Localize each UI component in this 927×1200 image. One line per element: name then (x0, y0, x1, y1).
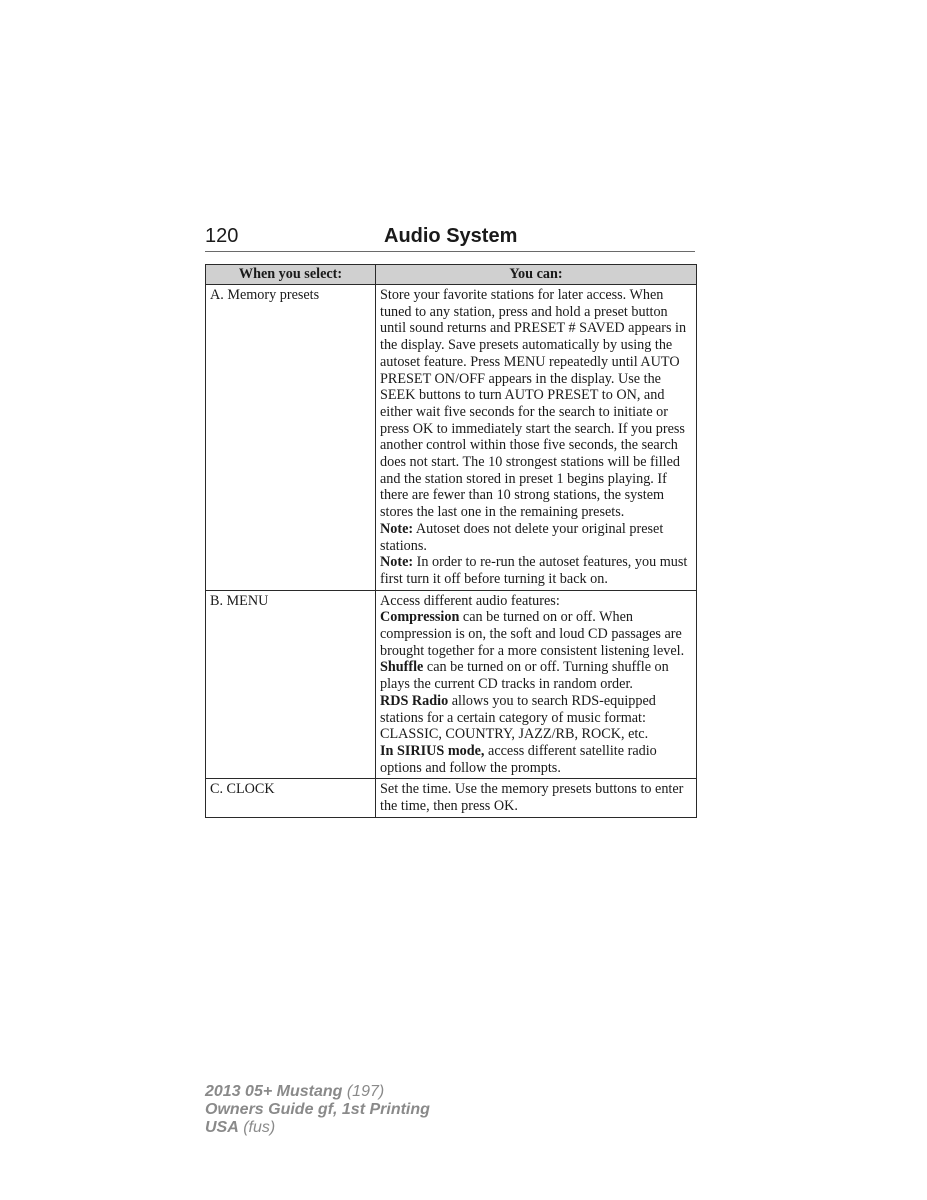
description-paragraph (380, 287, 692, 521)
description-text: Autoset does not delete your original preset stations. (380, 520, 664, 554)
document-footer (205, 1083, 430, 1137)
description-paragraph (380, 743, 692, 776)
description-text: Access different audio features: (380, 592, 560, 609)
row-selection-cell: A. Memory presets (206, 285, 376, 591)
column-header-can: You can: (376, 265, 697, 285)
description-term: Compression (380, 609, 460, 626)
table-row (206, 590, 697, 779)
description-term: Note: (380, 554, 414, 571)
description-term: RDS Radio (380, 692, 449, 709)
footer-model-code: (197) (342, 1083, 385, 1100)
header-divider (205, 251, 695, 252)
page-number: 120 (205, 225, 239, 247)
footer-guide: Owners Guide gf, 1st Printing (205, 1101, 430, 1118)
description-text: Store your favorite stations for later access. When tuned to any station, press and hold a preset button until sound returns and PRESET # SAVED appears in the display. Save presets automatically by using the autoset feature. Press MENU repeatedly until AUTO PRESET ON/OFF appears in the display. Use the SEEK buttons to turn AUTO PRESET to ON, and either wait five seconds for the search to initiate or press OK to immediately start the search. If you press another control within those five seconds, the search does not start. The 10 strongest stations will be filled and the station stored in preset 1 begins playing. If there are fewer than 10 strong stations, the system stores the last one in the remaining presets. (380, 287, 687, 521)
description-paragraph (380, 781, 692, 814)
row-description-cell (376, 285, 697, 591)
description-paragraph (380, 554, 692, 587)
description-text: In order to re-run the autoset features, you must first turn it off before turning it back on. (380, 554, 688, 587)
row-selection-cell: C. CLOCK (206, 779, 376, 817)
row-selection-cell: B. MENU (206, 590, 376, 779)
table-body (206, 285, 697, 818)
footer-model: 2013 05+ Mustang (205, 1083, 343, 1100)
footer-line-guide (205, 1101, 430, 1119)
description-term: In SIRIUS mode, (380, 742, 485, 759)
page-title: Audio System (384, 225, 518, 247)
description-text: allows you to search RDS-equipped stations for a certain category of music format: CLASSIC, COUNTRY, JAZZ/RB, ROCK, etc. (380, 692, 656, 743)
description-paragraph (380, 659, 692, 692)
description-term: Shuffle (380, 659, 424, 676)
table-header-row (206, 265, 697, 285)
description-paragraph (380, 609, 692, 659)
footer-line-market (205, 1119, 430, 1137)
description-paragraph (380, 593, 692, 610)
description-text: Set the time. Use the memory presets buttons to enter the time, then press OK. (380, 781, 684, 815)
description-term: Note: (380, 520, 414, 537)
description-text: access different satellite radio options and follow the prompts. (380, 742, 657, 776)
description-paragraph (380, 521, 692, 554)
footer-market-code: (fus) (238, 1119, 276, 1136)
description-paragraph (380, 693, 692, 743)
row-description-cell (376, 590, 697, 779)
description-text: can be turned on or off. Turning shuffle on plays the current CD tracks in random order. (380, 659, 669, 693)
table-row (206, 285, 697, 591)
row-description-cell (376, 779, 697, 817)
footer-line-model (205, 1083, 430, 1101)
table-row (206, 779, 697, 817)
column-header-select: When you select: (206, 265, 376, 285)
feature-table (205, 264, 697, 818)
description-text: can be turned on or off. When compression is on, the soft and loud CD passages are brought together for a more consistent listening level. (380, 609, 685, 659)
footer-market: USA (205, 1119, 239, 1136)
